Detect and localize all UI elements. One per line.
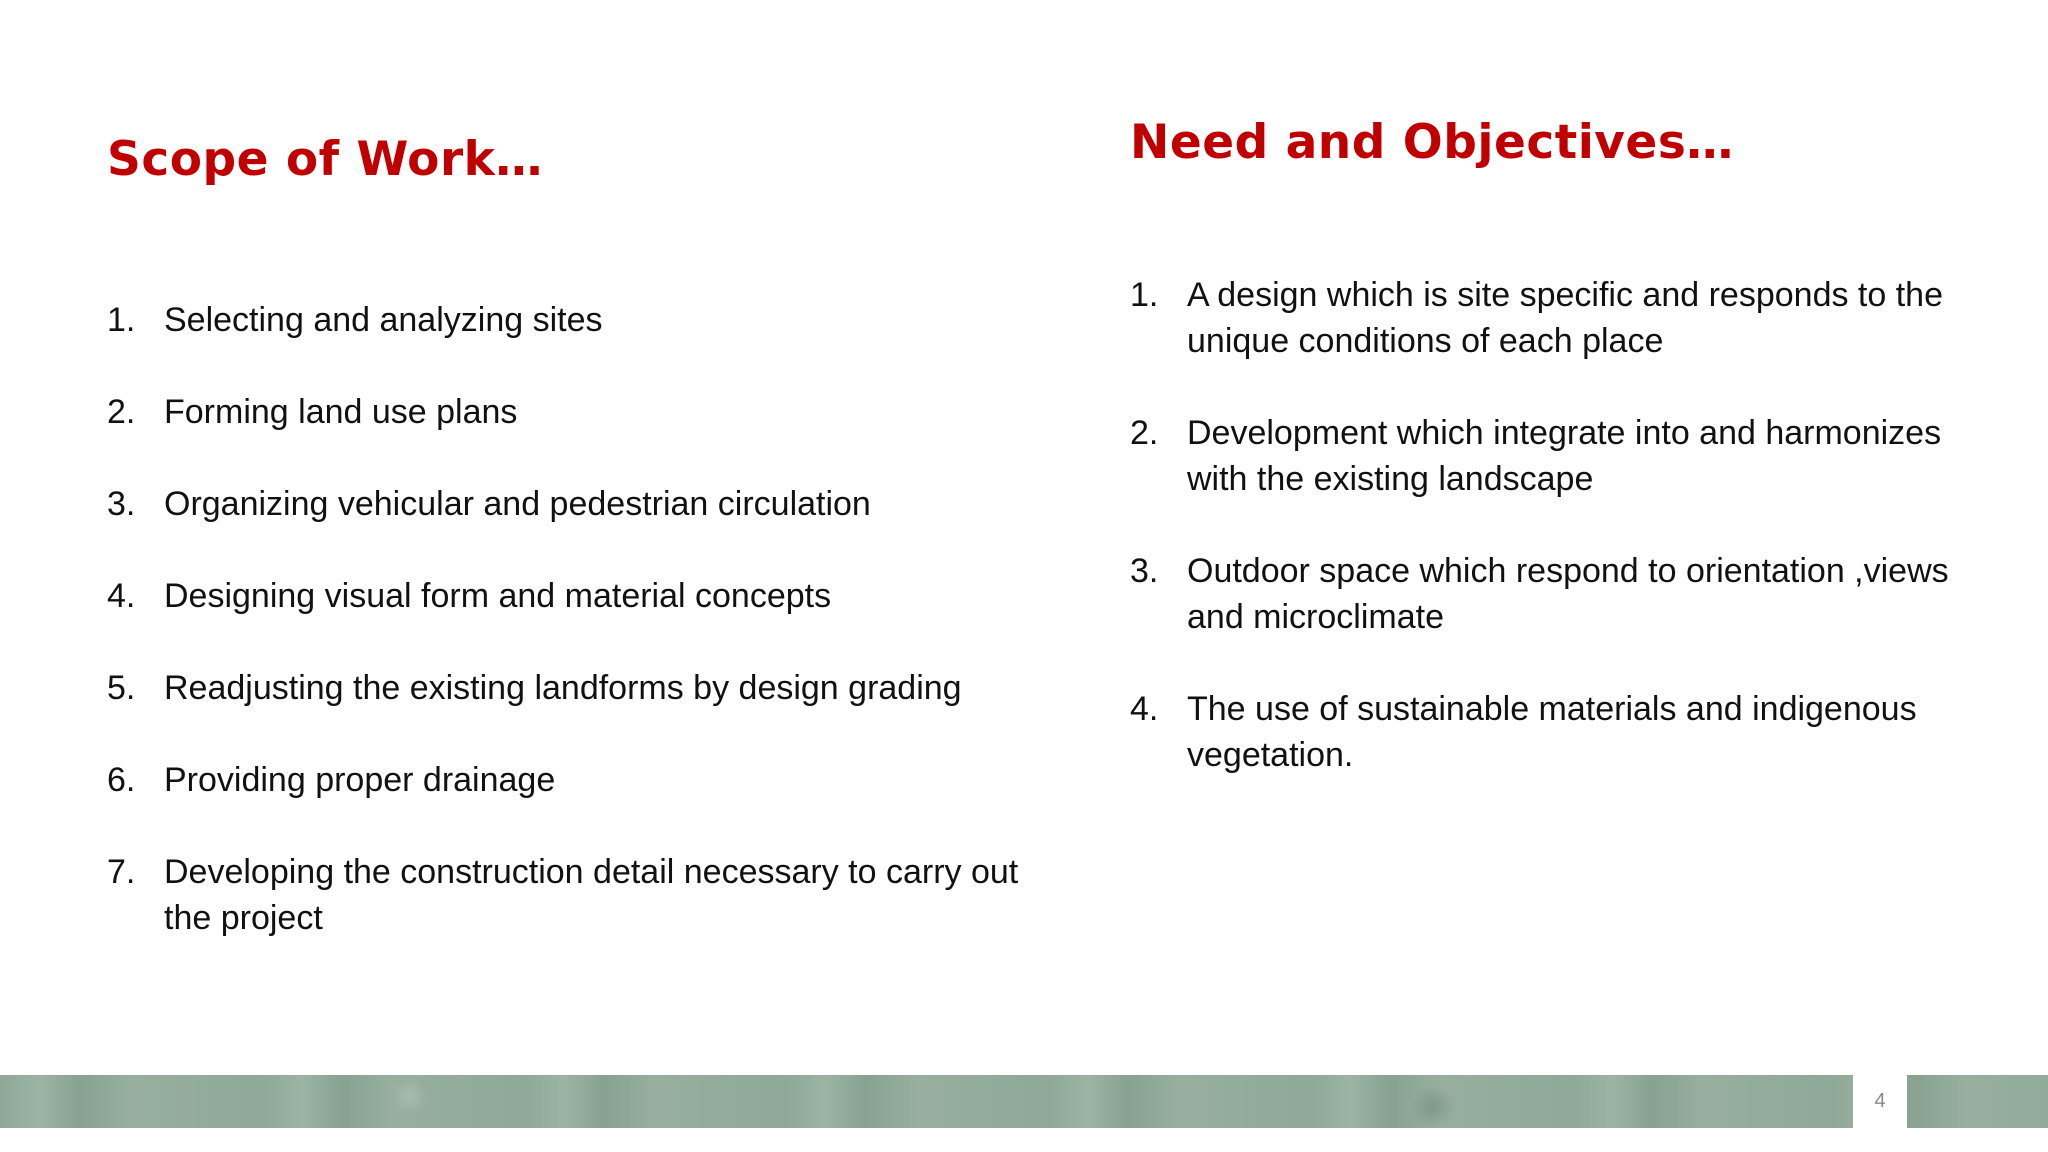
list-item bbox=[1130, 272, 2010, 364]
list-item-number: 5. bbox=[107, 669, 136, 707]
list-item bbox=[1130, 548, 2010, 640]
list-item-text: Developing the construction detail necessary to carry out the project bbox=[164, 853, 1019, 937]
list-item bbox=[107, 481, 1067, 527]
list-item-text: Organizing vehicular and pedestrian circulation bbox=[164, 485, 871, 523]
list-item bbox=[1130, 410, 2010, 502]
need-and-objectives-heading: Need and Objectives… bbox=[1130, 115, 1734, 170]
list-item-text: Development which integrate into and harmonizes with the existing landscape bbox=[1187, 414, 1942, 498]
list-item-number: 3. bbox=[107, 485, 136, 523]
list-item bbox=[107, 389, 1067, 435]
list-item-text: Readjusting the existing landforms by design grading bbox=[164, 669, 962, 707]
list-item bbox=[107, 665, 1067, 711]
list-item-number: 1. bbox=[1130, 276, 1159, 314]
list-item bbox=[107, 849, 1067, 941]
list-item-text: Providing proper drainage bbox=[164, 761, 556, 799]
list-item-number: 6. bbox=[107, 761, 136, 799]
need-and-objectives-list bbox=[1130, 272, 2010, 824]
footer-decorative-band bbox=[0, 1075, 2048, 1128]
list-item-number: 7. bbox=[107, 853, 136, 891]
list-item-number: 1. bbox=[107, 301, 136, 339]
page-number-box bbox=[1853, 1070, 1907, 1133]
list-item bbox=[1130, 686, 2010, 778]
list-item-number: 4. bbox=[1130, 690, 1159, 728]
list-item-number: 2. bbox=[1130, 414, 1159, 452]
scope-of-work-list bbox=[107, 297, 1067, 987]
list-item-number: 4. bbox=[107, 577, 136, 615]
list-item-text: Selecting and analyzing sites bbox=[164, 301, 603, 339]
list-item bbox=[107, 297, 1067, 343]
list-item-text: The use of sustainable materials and indigenous vegetation. bbox=[1187, 690, 1917, 774]
list-item-text: Outdoor space which respond to orientation ,views and microclimate bbox=[1187, 552, 1949, 636]
list-item-number: 3. bbox=[1130, 552, 1159, 590]
scope-of-work-heading: Scope of Work… bbox=[107, 132, 543, 187]
list-item-text: Forming land use plans bbox=[164, 393, 518, 431]
list-item-number: 2. bbox=[107, 393, 136, 431]
list-item-text: Designing visual form and material concepts bbox=[164, 577, 832, 615]
list-item bbox=[107, 757, 1067, 803]
page-number: 4 bbox=[1874, 1090, 1886, 1112]
list-item bbox=[107, 573, 1067, 619]
list-item-text: A design which is site specific and responds to the unique conditions of each place bbox=[1187, 276, 1943, 360]
